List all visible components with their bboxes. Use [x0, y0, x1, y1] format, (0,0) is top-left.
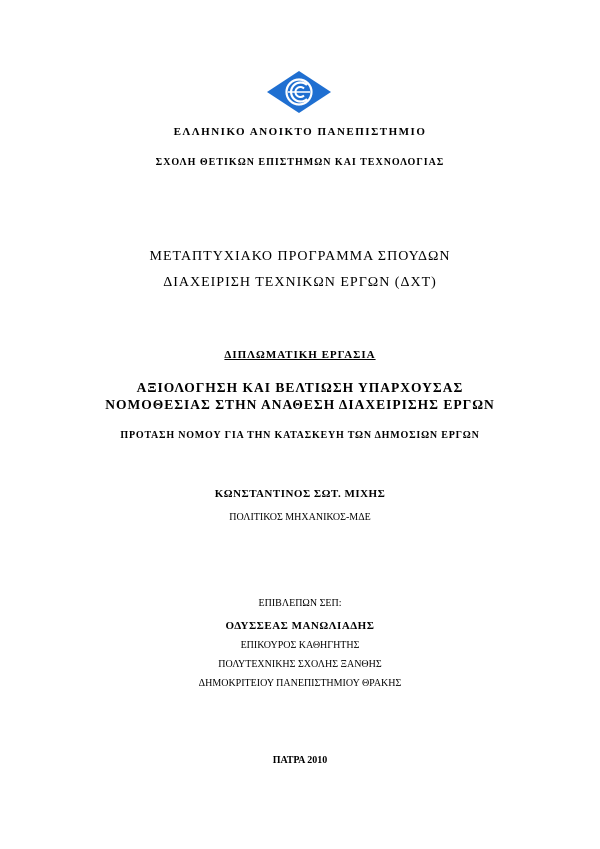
- school-name: ΣΧΟΛΗ ΘΕΤΙΚΩΝ ΕΠΙΣΤΗΜΩΝ ΚΑΙ ΤΕΧΝΟΛΟΓΙΑΣ: [155, 157, 445, 168]
- program-specialization: ΔΙΑΧΕΙΡΙΣΗ ΤΕΧΝΙΚΩΝ ΕΡΓΩΝ (ΔΧΤ): [163, 275, 437, 290]
- thesis-title-line-1: ΑΞΙΟΛΟΓΗΣΗ ΚΑΙ ΒΕΛΤΙΩΣΗ ΥΠΑΡΧΟΥΣΑΣ: [136, 380, 464, 395]
- university-name: ΕΛΛΗΝΙΚΟ ΑΝΟΙΚΤΟ ΠΑΝΕΠΙΣΤΗΜΙΟ: [173, 126, 427, 138]
- supervisor-rank: ΕΠΙΚΟΥΡΟΣ ΚΑΘΗΓΗΤΗΣ: [240, 640, 360, 651]
- author-name: ΚΩΝΣΤΑΝΤΙΝΟΣ ΣΩΤ. ΜΙΧΗΣ: [214, 488, 386, 500]
- author-title: ΠΟΛΙΤΙΚΟΣ ΜΗΧΑΝΙΚΟΣ-ΜΔΕ: [229, 512, 371, 523]
- supervisor-name: ΟΔΥΣΣΕΑΣ ΜΑΝΩΛΙΑΔΗΣ: [225, 620, 375, 632]
- thesis-type: ΔΙΠΛΩΜΑΤΙΚΗ ΕΡΓΑΣΙΑ: [224, 349, 376, 361]
- supervisor-label: ΕΠΙΒΛΕΠΩΝ ΣΕΠ:: [258, 598, 342, 609]
- supervisor-department: ΠΟΛΥΤΕΧΝΙΚΗΣ ΣΧΟΛΗΣ ΞΑΝΘΗΣ: [218, 659, 382, 670]
- program-name: ΜΕΤΑΠΤΥΧΙΑΚΟ ΠΡΟΓΡΑΜΜΑ ΣΠΟΥΔΩΝ: [149, 249, 451, 264]
- thesis-title-line-2: ΝΟΜΟΘΕΣΙΑΣ ΣΤΗΝ ΑΝΑΘΕΣΗ ΔΙΑΧΕΙΡΙΣΗΣ ΕΡΓΩΝ: [105, 397, 495, 412]
- place-year: ΠΑΤΡΑ 2010: [272, 755, 328, 766]
- thesis-subtitle: ΠΡΟΤΑΣΗ ΝΟΜΟΥ ΓΙΑ ΤΗΝ ΚΑΤΑΣΚΕΥΗ ΤΩΝ ΔΗΜΟΣΙΩΝ ΕΡΓΩΝ: [120, 430, 480, 441]
- university-logo-icon: [266, 70, 332, 114]
- supervisor-university: ΔΗΜΟΚΡΙΤΕΙΟΥ ΠΑΝΕΠΙΣΤΗΜΙΟΥ ΘΡΑΚΗΣ: [198, 678, 402, 689]
